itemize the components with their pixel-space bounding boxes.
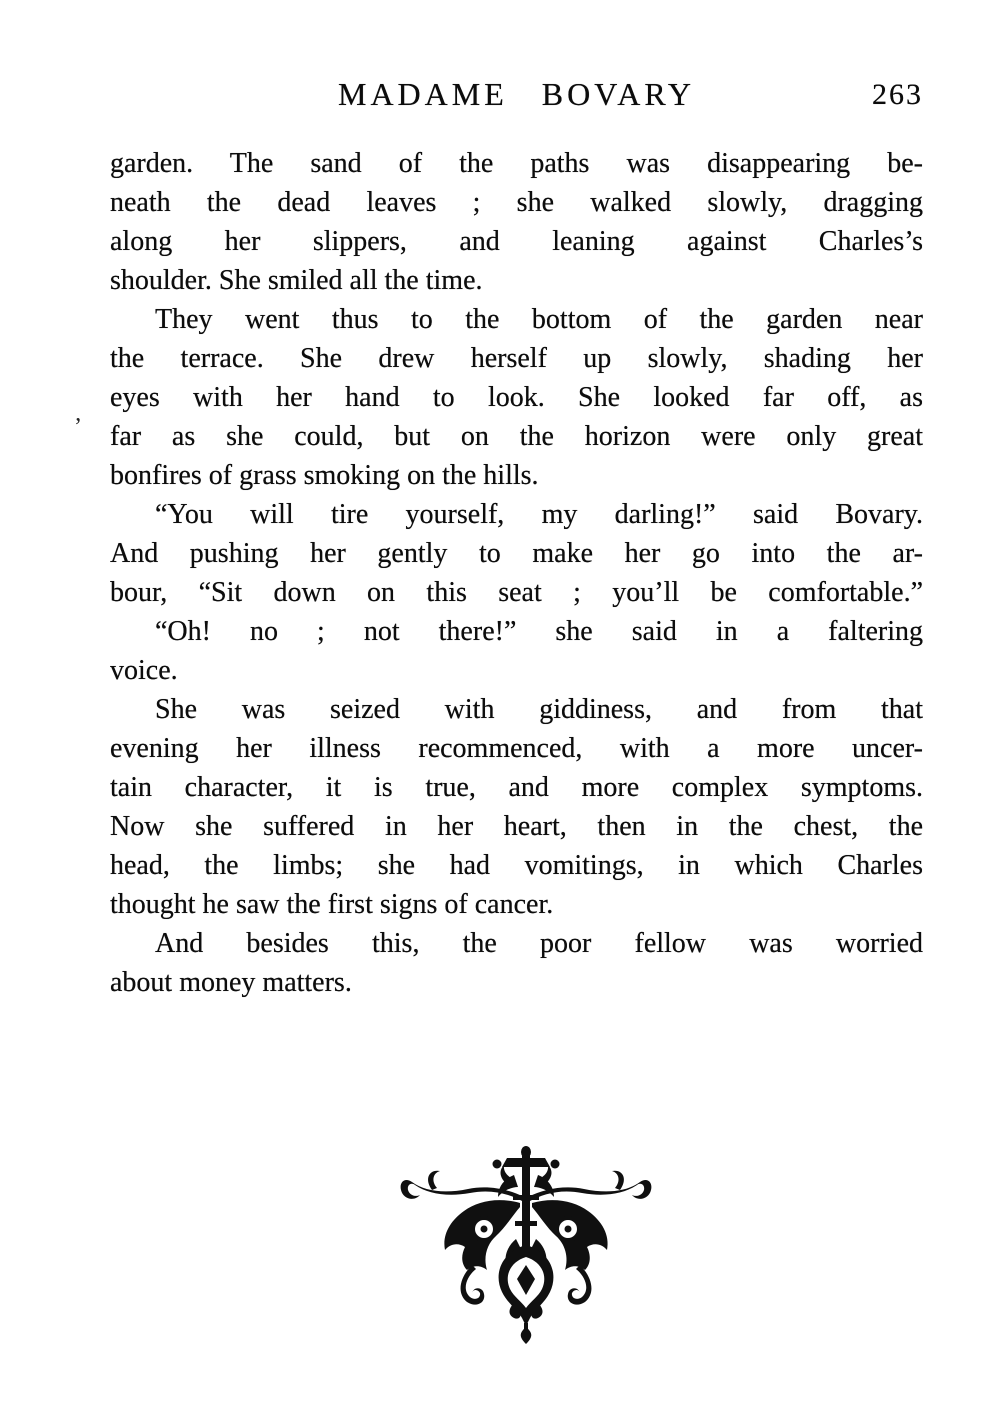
floral-tailpiece-icon (396, 1145, 656, 1345)
text-line: shoulder. She smiled all the time. (110, 265, 483, 296)
page-number: 263 (872, 78, 923, 111)
page-title: MADAME BOVARY (337, 76, 695, 112)
text-line: thought he saw the first signs of cancer. (110, 889, 554, 920)
text-line: She was seized with giddiness, and from that (155, 694, 923, 725)
text-line: far as she could, but on the horizon were only great (110, 421, 923, 452)
text-line: head, the limbs; she had vomitings, in which Charles (110, 850, 923, 881)
text-line: “You will tire yourself, my darling!” said Bovary. (155, 499, 923, 530)
text-line: They went thus to the bottom of the garden near (155, 304, 923, 335)
text-line: And pushing her gently to make her go into the ar- (110, 538, 923, 569)
text-line: evening her illness recommenced, with a more uncer- (110, 733, 923, 764)
text-line: eyes with her hand to look. She looked far off, as (110, 382, 923, 413)
running-head (110, 76, 923, 112)
text-line: bour, “Sit down on this seat ; you’ll be comfortable.” (110, 577, 923, 608)
text-line: garden. The sand of the paths was disappearing be- (110, 148, 923, 179)
margin-print-artifact: ’ (74, 414, 82, 440)
text-line: about money matters. (110, 967, 352, 998)
text-line: along her slippers, and leaning against Charles’s (110, 226, 923, 257)
text-line: “Oh! no ; not there!” she said in a faltering (155, 616, 923, 647)
text-line: Now she suffered in her heart, then in the chest, the (110, 811, 923, 842)
text-line: voice. (110, 655, 178, 686)
body-text (110, 144, 923, 1002)
text-line: tain character, it is true, and more complex symptoms. (110, 772, 923, 803)
text-line: the terrace. She drew herself up slowly, shading her (110, 343, 923, 374)
text-line: neath the dead leaves ; she walked slowly, dragging (110, 187, 923, 218)
text-line: And besides this, the poor fellow was worried (155, 928, 923, 959)
text-line: bonfires of grass smoking on the hills. (110, 460, 539, 491)
